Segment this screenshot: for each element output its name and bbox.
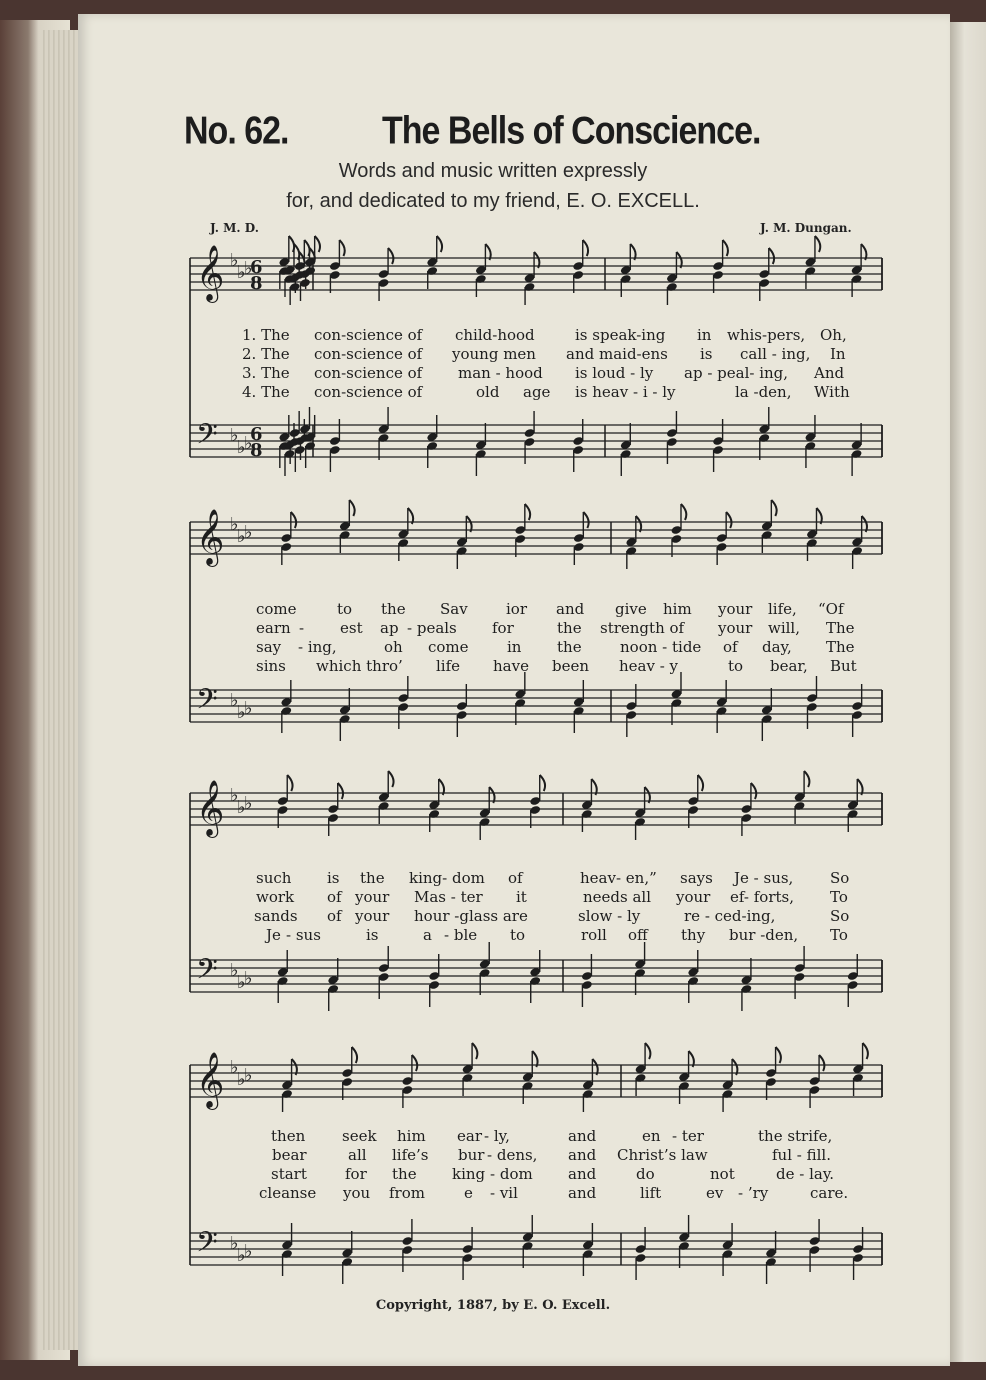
time-signature-top: 6: [250, 424, 263, 445]
lyric: - ly,: [484, 1127, 510, 1145]
flat-icon: ♭: [244, 1065, 253, 1086]
flat-icon: ♭: [244, 433, 253, 454]
lyric: do: [636, 1165, 655, 1183]
note-flag: [437, 236, 442, 252]
lyric: So: [830, 907, 850, 925]
lyric: ful - fill.: [772, 1146, 831, 1164]
lyric: hour -glass are: [414, 907, 528, 925]
flat-icon: ♭: [244, 793, 253, 814]
lyric: king: [452, 1165, 486, 1183]
lyric: him: [397, 1127, 426, 1145]
note-flag: [819, 1055, 824, 1071]
lyric: child-hood: [455, 326, 535, 344]
lyric: your: [718, 619, 753, 637]
note-flag: [388, 248, 393, 264]
lyric: is loud - ly: [575, 364, 654, 382]
bass-clef-icon: 𝄢: [196, 683, 218, 723]
lyric: your: [718, 600, 753, 618]
flat-icon: ♭: [244, 522, 253, 543]
lyric: And: [814, 364, 845, 382]
lyric: your: [676, 888, 711, 906]
note-flag: [583, 240, 588, 256]
note-flag: [338, 783, 343, 799]
lyric: come: [428, 638, 469, 656]
treble-clef-icon: 𝄞: [196, 780, 225, 836]
lyric: of: [723, 638, 738, 656]
bass-clef-icon: 𝄢: [196, 1226, 218, 1266]
note-flag: [349, 500, 354, 516]
note-flag: [723, 240, 728, 256]
lyric: est: [340, 619, 363, 637]
lyric: age: [523, 383, 551, 401]
lyric: life: [436, 657, 461, 675]
music-credit: J. M. Dungan.: [760, 221, 852, 235]
lyric: and: [568, 1146, 597, 1164]
lyric: e: [464, 1184, 473, 1202]
lyric: - ’ry: [738, 1184, 769, 1202]
hymn-number: No. 62.: [184, 109, 289, 153]
lyric: But: [830, 657, 857, 675]
hymn-title: The Bells of Conscience.: [382, 109, 761, 153]
lyric: So: [830, 869, 850, 887]
lyric: says: [680, 869, 713, 887]
lyric: oh: [384, 638, 403, 656]
lyric: con-science of: [314, 364, 423, 382]
bass-clef-icon: 𝄢: [196, 418, 218, 458]
lyric: is speak-ing: [575, 326, 666, 344]
treble-clef-icon: 𝄞: [196, 509, 225, 565]
note-flag: [540, 775, 545, 791]
copyright-notice: Copyright, 1887, by E. O. Excell.: [375, 1298, 611, 1313]
lyric: care.: [810, 1184, 849, 1202]
lyric: ior: [506, 600, 527, 618]
lyric: will,: [768, 619, 800, 637]
lyric: the strife,: [758, 1127, 833, 1145]
note-flag: [583, 512, 588, 528]
lyric: heav - y: [619, 657, 679, 675]
lyric: the: [557, 619, 582, 637]
lyric: - peals: [407, 619, 457, 637]
lyric: to: [728, 657, 744, 675]
lyric: earn: [256, 619, 291, 637]
lyric-line: [200, 638, 890, 657]
lyric: en: [642, 1127, 661, 1145]
lyric: bear,: [770, 657, 808, 675]
lyric: seek: [342, 1127, 377, 1145]
lyric: all: [348, 1146, 367, 1164]
flat-icon: ♭: [230, 425, 239, 446]
note-flag: [287, 775, 292, 791]
note-flag: [771, 500, 776, 516]
lyric: and: [568, 1184, 597, 1202]
lyric: ap: [380, 619, 399, 637]
lyric: then: [271, 1127, 306, 1145]
lyric: Je - sus,: [734, 869, 794, 887]
lyric: it: [516, 888, 527, 906]
lyric-line: [200, 1184, 890, 1203]
lyric: him: [663, 600, 692, 618]
lyric: you: [343, 1184, 371, 1202]
lyric: is: [366, 926, 379, 944]
lyric: come: [256, 600, 297, 618]
lyric: The: [826, 638, 855, 656]
lyric-line: [200, 326, 890, 345]
lyric: bear: [272, 1146, 307, 1164]
lyric: bur -den,: [729, 926, 799, 944]
lyric: man - hood: [458, 364, 543, 382]
flat-icon: ♭: [244, 1241, 253, 1262]
lyric: cleanse: [259, 1184, 317, 1202]
lyric: the: [392, 1165, 417, 1183]
lyric: Je: [266, 926, 281, 944]
lyric: de - lay.: [776, 1165, 835, 1183]
words-credit: J. M. D.: [210, 221, 259, 235]
flat-icon: ♭: [237, 797, 246, 818]
note-flag: [776, 1047, 781, 1063]
subtitle-line-2: for, and dedicated to my friend, E. O. EXCELL.: [286, 190, 700, 212]
lyric-line: [200, 926, 890, 945]
lyric: 3. The: [242, 364, 290, 382]
note-flag: [339, 240, 344, 256]
lyric: Christ’s law: [617, 1146, 708, 1164]
flat-icon: ♭: [230, 960, 239, 981]
lyric: In: [830, 345, 846, 363]
lyric: such: [256, 869, 292, 887]
lyric: call - ing,: [740, 345, 811, 363]
flat-icon: ♭: [237, 1245, 246, 1266]
flat-icon: ♭: [237, 262, 246, 283]
flat-icon: ♭: [244, 258, 253, 279]
lyric: been: [552, 657, 590, 675]
lyric: la -den,: [735, 383, 792, 401]
note-flag: [863, 1043, 868, 1059]
flat-icon: ♭: [230, 1057, 239, 1078]
lyric-line: [200, 907, 890, 926]
lyric: to: [510, 926, 526, 944]
lyric: to: [337, 600, 353, 618]
lyric: and: [556, 600, 585, 618]
flat-icon: ♭: [230, 514, 239, 535]
lyric: work: [256, 888, 295, 906]
lyric: con-science of: [314, 326, 423, 344]
lyric: To: [830, 926, 848, 944]
lyric: for: [492, 619, 514, 637]
lyric: give: [615, 600, 647, 618]
lyric-line: [200, 869, 890, 888]
lyric: slow - ly: [578, 907, 641, 925]
lyric: noon - tide: [620, 638, 702, 656]
lyric: have: [493, 657, 529, 675]
note-flag: [815, 236, 820, 252]
time-signature-bottom: 8: [250, 273, 263, 294]
lyric-line: [200, 345, 890, 364]
note-flag: [315, 236, 320, 252]
flat-icon: ♭: [237, 702, 246, 723]
lyric: of: [508, 869, 523, 887]
lyric-line: [200, 657, 890, 676]
note-flag: [472, 1043, 477, 1059]
lyric: of: [327, 907, 342, 925]
lyric: for: [345, 1165, 367, 1183]
lyric: and: [568, 1127, 597, 1145]
lyric-line: [200, 619, 890, 638]
lyric: To: [830, 888, 848, 906]
lyric: is: [327, 869, 340, 887]
time-signature-bottom: 8: [250, 440, 263, 461]
lyric: of: [327, 888, 342, 906]
lyric: is heav - i - ly: [575, 383, 676, 401]
lyric-line: [200, 1146, 890, 1165]
lyric: thy: [681, 926, 706, 944]
lyric: strength of: [600, 619, 685, 637]
lyric-line: [200, 600, 890, 619]
lyric: lift: [640, 1184, 662, 1202]
lyric: king- dom: [409, 869, 485, 887]
lyric: - ter: [672, 1127, 704, 1145]
lyric: -: [299, 619, 305, 637]
lyric: life’s: [392, 1146, 429, 1164]
lyric: re - ced-ing,: [684, 907, 776, 925]
flat-icon: ♭: [244, 698, 253, 719]
flat-icon: ♭: [237, 526, 246, 547]
lyric: a: [423, 926, 432, 944]
lyric: the: [381, 600, 406, 618]
lyric: day,: [762, 638, 792, 656]
subtitle-line-1: Words and music written expressly: [338, 160, 648, 182]
lyric: old: [476, 383, 500, 401]
lyric: young men: [452, 345, 536, 363]
flat-icon: ♭: [244, 968, 253, 989]
flat-icon: ♭: [237, 1069, 246, 1090]
lyric: - vil: [490, 1184, 518, 1202]
lyric: which thro’: [316, 657, 403, 675]
lyric: ef- forts,: [730, 888, 794, 906]
lyric: sins: [256, 657, 286, 675]
lyric: - dom: [490, 1165, 533, 1183]
lyric: in: [697, 326, 712, 344]
note-flag: [645, 1043, 650, 1059]
lyric: Oh,: [820, 326, 847, 344]
lyric: Mas - ter: [414, 888, 483, 906]
lyric: Sav: [440, 600, 468, 618]
lyric: start: [271, 1165, 307, 1183]
lyric-line: [200, 383, 890, 402]
lyric-line: [200, 364, 890, 383]
lyric: - dens,: [487, 1146, 538, 1164]
lyric: ev: [706, 1184, 724, 1202]
bass-clef-icon: 𝄢: [196, 953, 218, 993]
lyric: 2. The: [242, 345, 290, 363]
lyric-line: [200, 1165, 890, 1184]
lyric: - ing,: [298, 638, 337, 656]
lyric: “Of: [818, 600, 844, 618]
lyric: 1. The: [242, 326, 290, 344]
lyric: With: [814, 383, 850, 401]
flat-icon: ♭: [230, 1233, 239, 1254]
lyric: is: [700, 345, 713, 363]
lyric: 4. The: [242, 383, 290, 401]
lyric: sands: [254, 907, 298, 925]
lyric: bur: [458, 1146, 485, 1164]
lyric: - ble: [444, 926, 478, 944]
note-flag: [525, 504, 530, 520]
note-flag: [681, 504, 686, 520]
lyric: the: [557, 638, 582, 656]
lyric: needs all: [583, 888, 652, 906]
flat-icon: ♭: [230, 785, 239, 806]
lyric: - sus: [286, 926, 321, 944]
flat-icon: ♭: [237, 972, 246, 993]
lyric: say: [256, 638, 282, 656]
note-flag: [291, 512, 296, 528]
note-flag: [352, 1047, 357, 1063]
lyric: ear: [457, 1127, 482, 1145]
treble-clef-icon: 𝄞: [196, 1052, 225, 1108]
lyric: The: [826, 619, 855, 637]
note-flag: [751, 783, 756, 799]
lyric: whis-pers,: [727, 326, 806, 344]
lyric: heav- en,”: [580, 869, 657, 887]
note-flag: [804, 771, 809, 787]
lyric: in: [507, 638, 522, 656]
treble-clef-icon: 𝄞: [196, 245, 225, 301]
note-flag: [726, 512, 731, 528]
time-signature-top: 6: [250, 257, 263, 278]
note-flag: [698, 775, 703, 791]
lyric: and maid-ens: [566, 345, 668, 363]
lyric: roll: [581, 926, 607, 944]
lyric: con-science of: [314, 345, 423, 363]
lyric: off: [628, 926, 648, 944]
lyric: con-science of: [314, 383, 423, 401]
note-flag: [388, 771, 393, 787]
lyric: life,: [768, 600, 797, 618]
lyric: your: [355, 907, 390, 925]
lyric-line: [200, 888, 890, 907]
lyric: your: [355, 888, 390, 906]
lyric: ap - peal- ing,: [684, 364, 789, 382]
flat-icon: ♭: [237, 437, 246, 458]
lyric: from: [389, 1184, 425, 1202]
flat-icon: ♭: [230, 690, 239, 711]
lyric: not: [710, 1165, 735, 1183]
note-flag: [412, 1055, 417, 1071]
lyric: and: [568, 1165, 597, 1183]
lyric-line: [200, 1127, 890, 1146]
lyric: the: [360, 869, 385, 887]
note-flag: [769, 248, 774, 264]
flat-icon: ♭: [230, 250, 239, 271]
